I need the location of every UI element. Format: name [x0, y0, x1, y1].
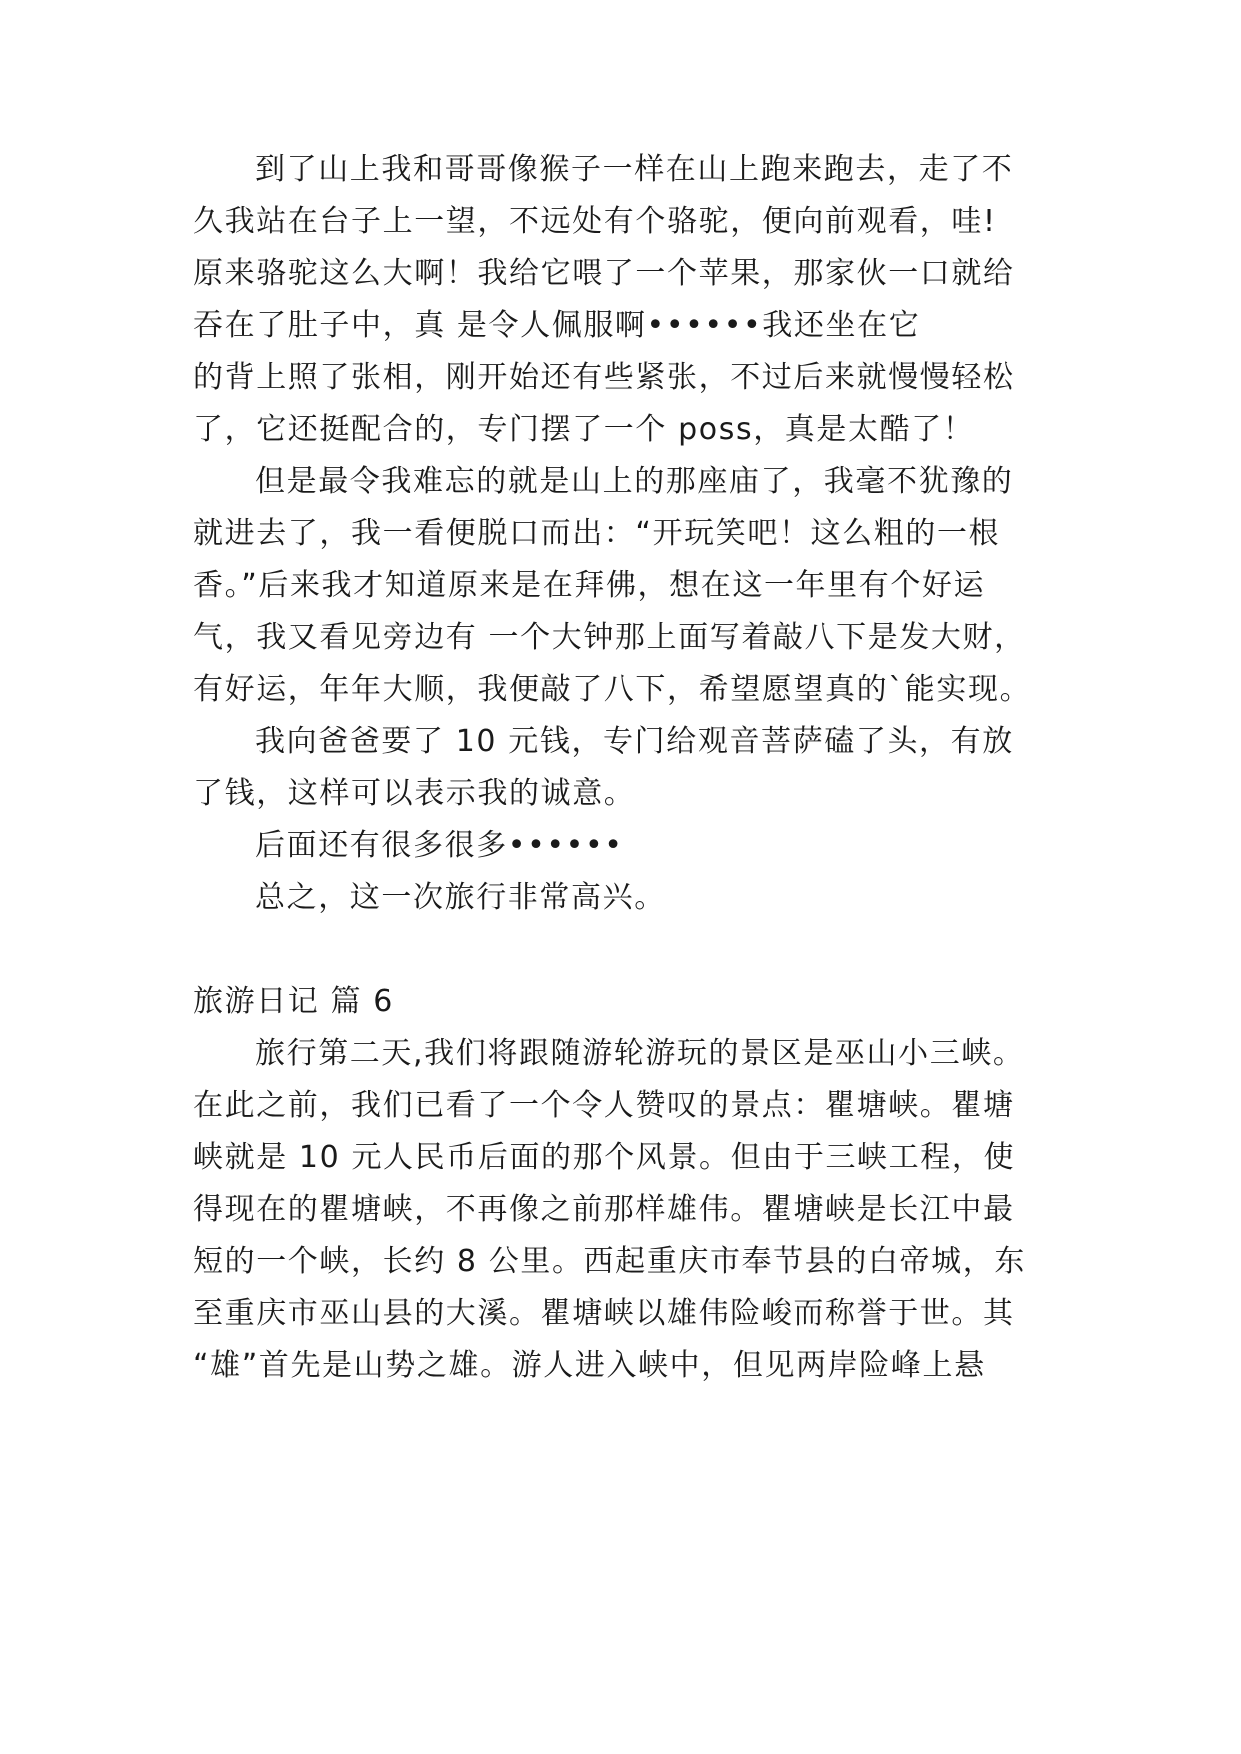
text-line: 有好运，年年大顺，我便敲了八下，希望愿望真的`能实现。 [193, 672, 1032, 707]
text-line: 了，它还挺配合的，专门摆了一个 poss，真是太酷了！ [193, 412, 975, 447]
text-line: 香。”后来我才知道原来是在拜佛，想在这一年里有个好运 [193, 568, 986, 603]
text-line: 得现在的瞿塘峡，不再像之前那样雄伟。瞿塘峡是长江中最 [193, 1192, 1015, 1227]
text-line: 在此之前，我们已看了一个令人赞叹的景点：瞿塘峡。瞿塘 [193, 1088, 1015, 1123]
section-heading: 旅游日记 篇 6 [193, 984, 394, 1019]
text-line: 旅行第二天,我们将跟随游轮游玩的景区是巫山小三峡。 [255, 1036, 1025, 1071]
text-line: 久我站在台子上一望，不远处有个骆驼，便向前观看，哇! [193, 204, 997, 239]
text-line: 的背上照了张相，刚开始还有些紧张，不过后来就慢慢轻松 [193, 360, 1015, 395]
text-line: 就进去了，我一看便脱口而出：“开玩笑吧！这么粗的一根 [193, 516, 1001, 551]
text-line: 吞在了肚子中，真 是令人佩服啊••••••我还坐在它 [193, 308, 921, 343]
text-line: 至重庆市巫山县的大溪。瞿塘峡以雄伟险峻而称誉于世。其 [193, 1296, 1015, 1331]
text-line: 了钱，这样可以表示我的诚意。 [193, 776, 636, 811]
text-line: 总之，这一次旅行非常高兴。 [255, 880, 666, 915]
text-line: 到了山上我和哥哥像猴子一样在山上跑来跑去，走了不 [255, 152, 1014, 187]
text-line: “雄”首先是山势之雄。游人进入峡中，但见两岸险峰上悬 [193, 1348, 986, 1383]
text-line: 短的一个峡，长约 8 公里。西起重庆市奉节县的白帝城，东 [193, 1244, 1026, 1279]
text-line: 但是最令我难忘的就是山上的那座庙了，我毫不犹豫的 [255, 464, 1014, 499]
text-line: 我向爸爸要了 10 元钱，专门给观音菩萨磕了头，有放 [255, 724, 1014, 759]
text-line: 后面还有很多很多•••••• [255, 828, 624, 863]
text-line: 峡就是 10 元人民币后面的那个风景。但由于三峡工程，使 [193, 1140, 1016, 1175]
text-line: 原来骆驼这么大啊！我给它喂了一个苹果，那家伙一口就给 [193, 256, 1015, 291]
text-line: 气，我又看见旁边有 一个大钟那上面写着敲八下是发大财， [193, 620, 1026, 655]
